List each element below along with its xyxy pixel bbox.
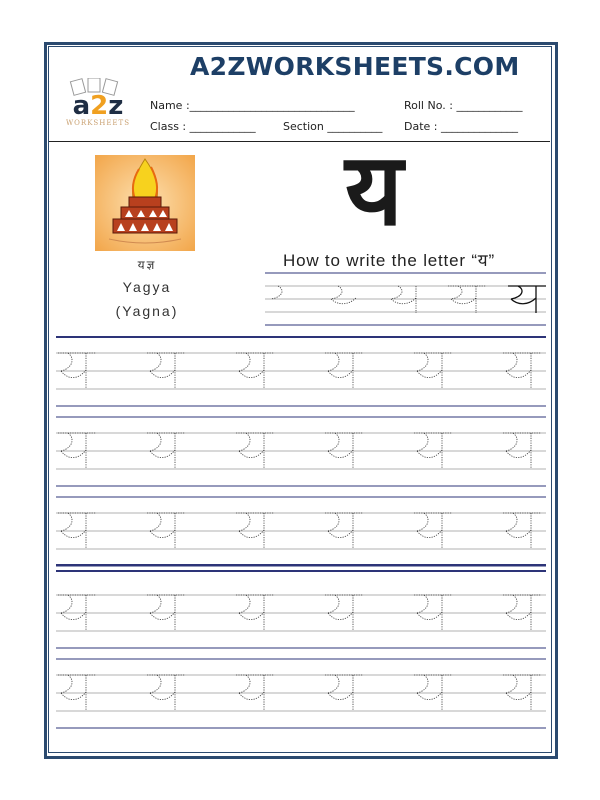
stroke-order-step-3 xyxy=(391,286,416,313)
class-label: Class : xyxy=(150,120,187,133)
instruction-heading: How to write the letter “य” xyxy=(283,251,495,270)
name-label: Name : xyxy=(150,99,190,112)
word-transliteration: Yagya xyxy=(122,279,172,295)
svg-text:WORKSHEETS: WORKSHEETS xyxy=(65,119,131,127)
stroke-order-step-5 xyxy=(508,286,546,313)
section-field[interactable]: Section __________ xyxy=(283,120,383,133)
date-label: Date : xyxy=(404,120,438,133)
stroke-order-step-4 xyxy=(448,286,486,313)
stroke-order-step-1 xyxy=(271,286,282,299)
roll-field[interactable]: Roll No. : ____________ xyxy=(404,99,523,112)
site-title: A2ZWORKSHEETS.COM xyxy=(190,52,520,81)
date-field[interactable]: Date : ______________ xyxy=(404,120,518,133)
name-field[interactable]: Name :______________________________ xyxy=(150,99,355,112)
svg-text:a2z: a2z xyxy=(72,91,124,121)
word-hindi: यज्ञ xyxy=(137,258,157,272)
word-alternate: (Yagna) xyxy=(115,303,179,319)
stroke-order-step-2 xyxy=(331,286,356,304)
section-label: Section xyxy=(283,120,324,133)
class-field[interactable]: Class : ____________ xyxy=(150,120,256,133)
roll-label: Roll No. : xyxy=(404,99,453,112)
featured-letter: य xyxy=(345,131,403,248)
